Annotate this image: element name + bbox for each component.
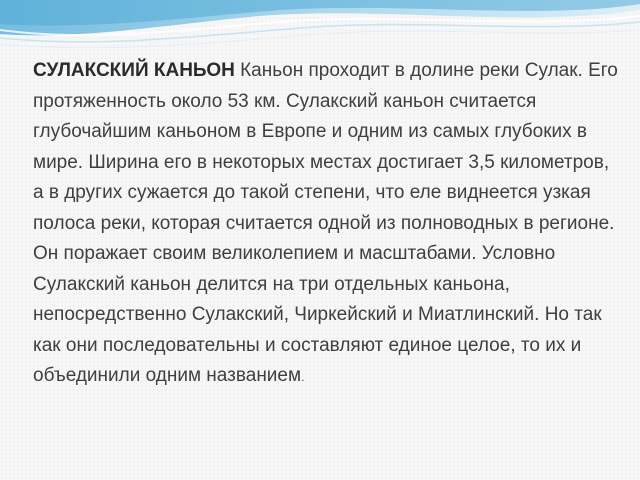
slide-text [33, 56, 618, 393]
slide-tail-dot: . [301, 370, 305, 384]
wave-decoration [0, 0, 640, 64]
slide-body: Каньон проходит в долине реки Сулак. Его протяженность около 53 км. Сулакский каньон считается глубочайшим каньоном в Европе и одним из самых глубоких в мире. Ширина его в некоторых местах достигает 3,5 километров, а в других сужается до такой степени, что еле виднеется узкая полоса реки, которая считается одной из полноводных в регионе. Он поражает своим великолепием и масштабами. Условно Сулакский каньон делится на три отдельных каньона, непосредственно Сулакский, Чиркейский и Миатлинский. Но так как они последовательны и составляют единое целое, то их и объединили одним названием [33, 60, 618, 386]
slide-heading: СУЛАКСКИЙ КАНЬОН [33, 60, 235, 81]
